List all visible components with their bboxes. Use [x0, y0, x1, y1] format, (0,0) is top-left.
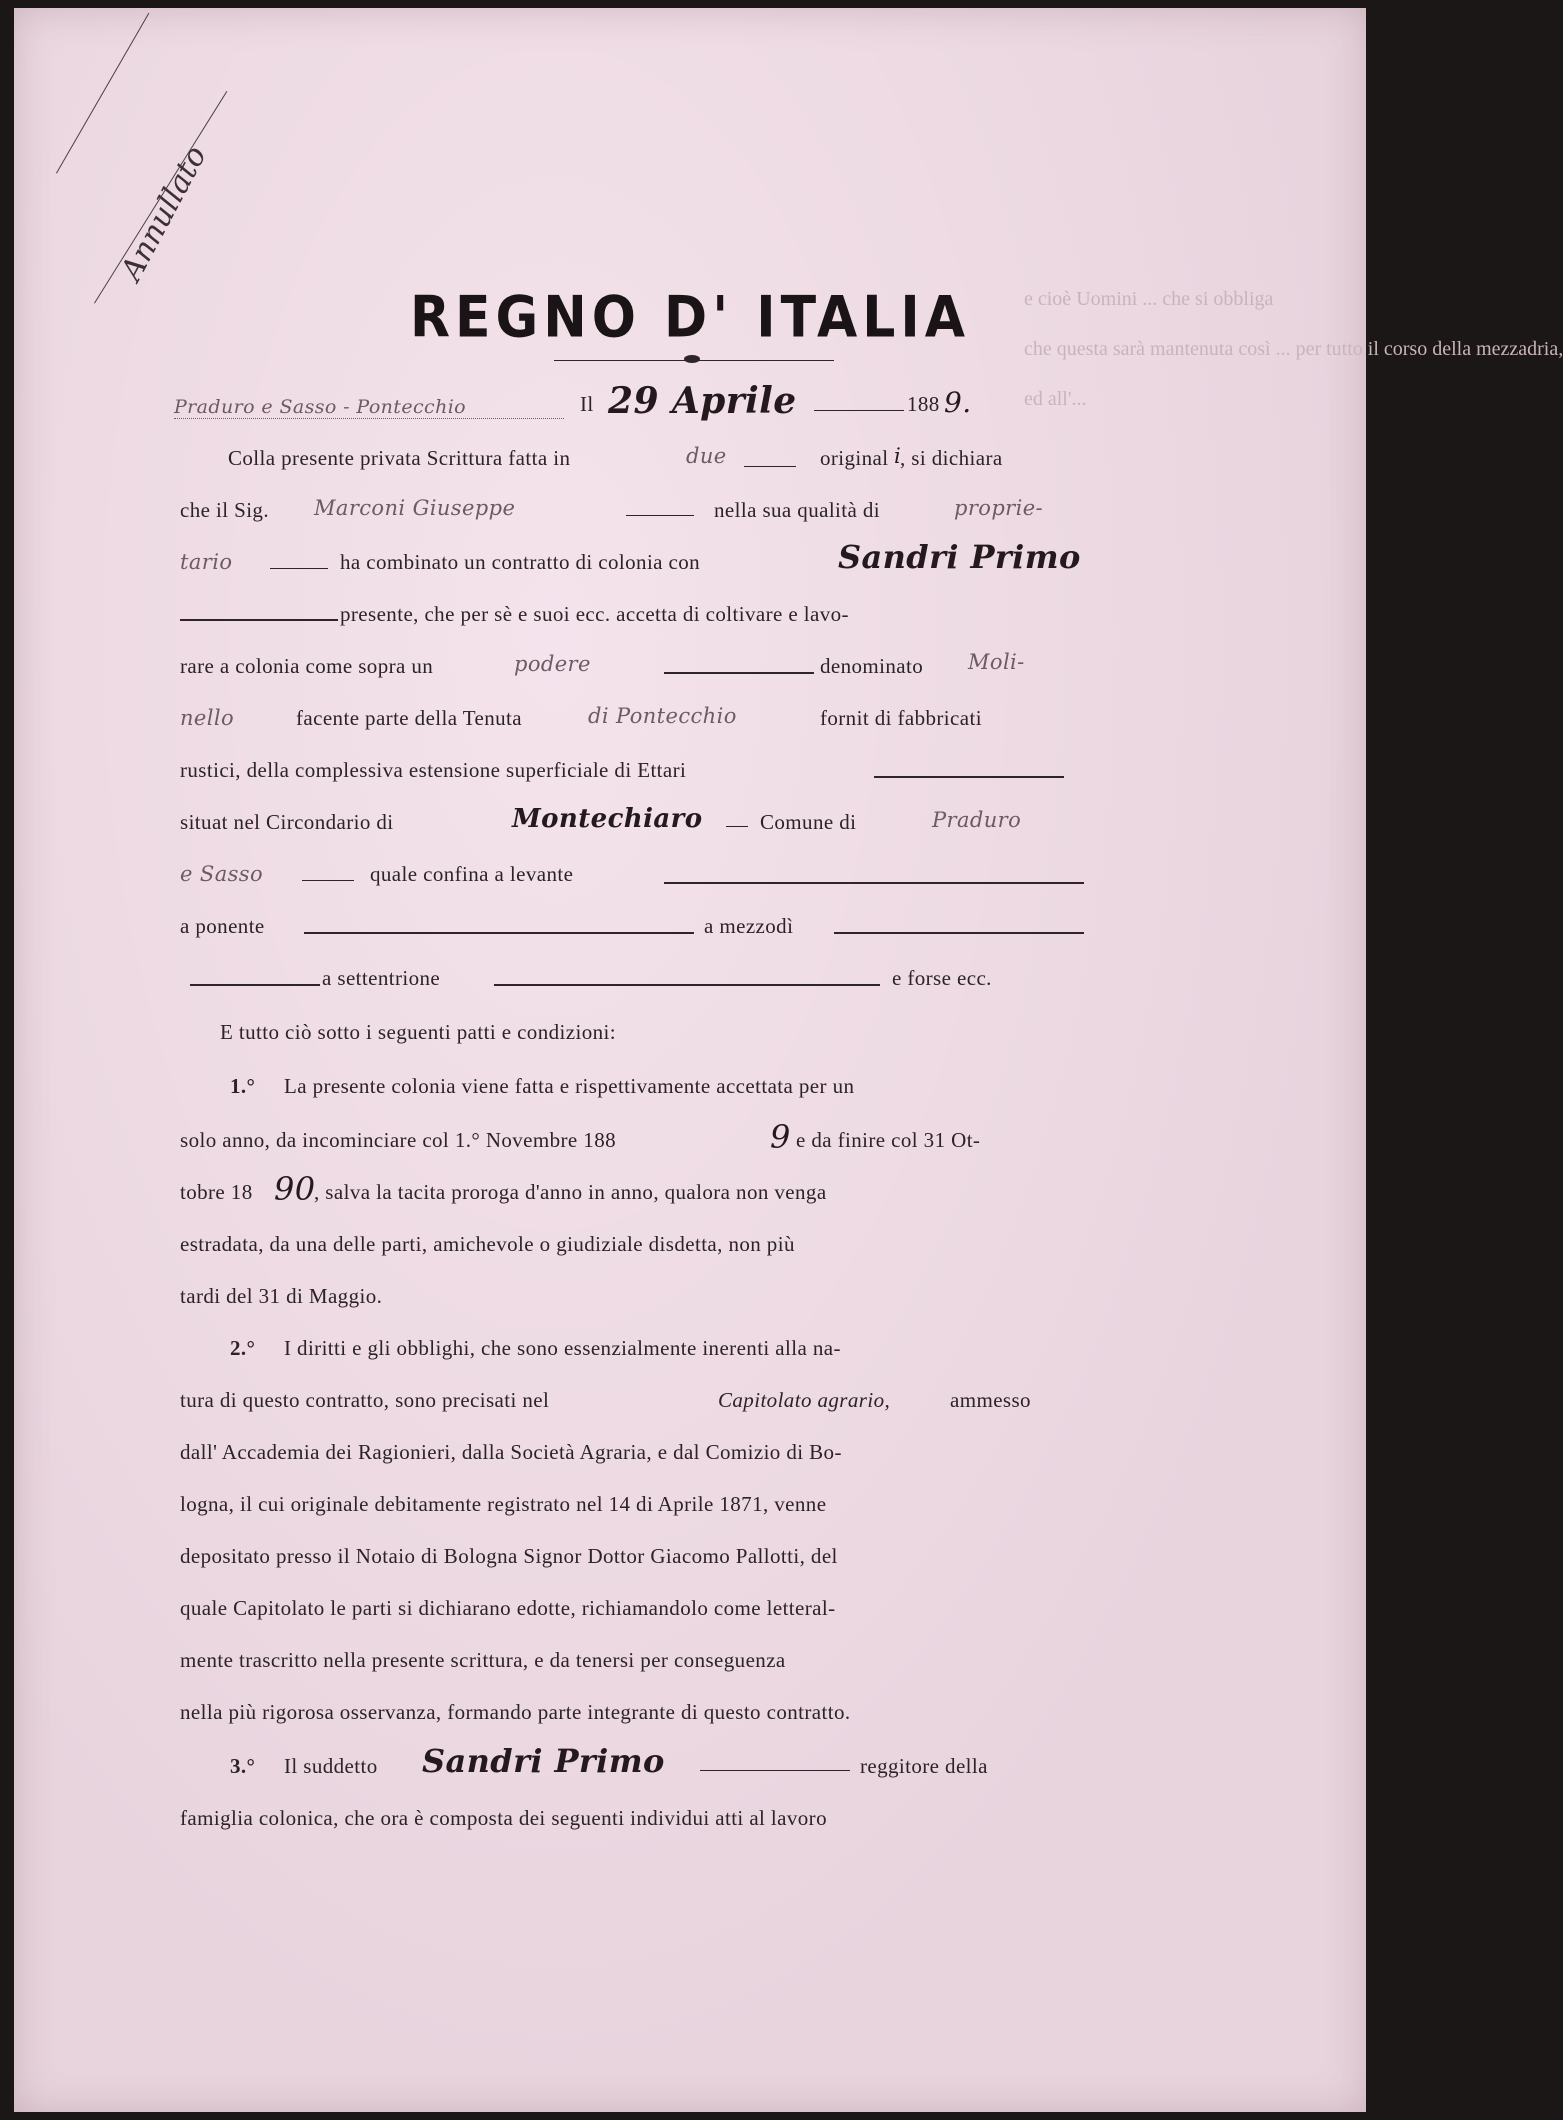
body-text: , si dichiara	[900, 446, 1003, 470]
copies-handwritten: due	[686, 444, 727, 468]
east-boundary-line	[664, 882, 1084, 884]
body-text: quale confina a levante	[370, 862, 574, 886]
fill-line	[626, 515, 694, 516]
body-text: fornit di fabbricati	[820, 706, 982, 730]
body-text: original	[820, 446, 889, 470]
body-text: denominato	[820, 654, 924, 678]
article-text: solo anno, da incominciare col 1.° Novembre 188	[180, 1128, 617, 1152]
article-text: dall' Accademia dei Ragionieri, dalla Società Agraria, e dal Comizio di Bo-	[180, 1440, 842, 1464]
municipality-handwritten-cont: e Sasso	[180, 862, 264, 886]
article-number: 2.°	[230, 1336, 256, 1360]
il-label: Il	[580, 392, 594, 416]
farm-name-handwritten: Moli-	[968, 650, 1025, 674]
year-handwritten: 90	[274, 1170, 316, 1208]
article-text: famiglia colonica, che ora è composta dei seguenti individui atti al lavoro	[180, 1806, 827, 1830]
fill-line	[744, 466, 796, 467]
article-text: tura di questo contratto, sono precisati nel	[180, 1388, 550, 1412]
body-text: a settentrione	[322, 966, 441, 990]
district-handwritten: Montechiaro	[512, 804, 703, 834]
article-text: reggitore della	[860, 1754, 988, 1778]
article-text: nella più rigorosa osservanza, formando parte integrante di questo contratto.	[180, 1700, 851, 1724]
role-handwritten: proprie-	[954, 496, 1044, 520]
article-text: tardi del 31 di Maggio.	[180, 1284, 383, 1308]
article-text: logna, il cui originale debitamente registrato nel 14 di Aprile 1871, venne	[180, 1492, 827, 1516]
article-text: , salva la tacita proroga d'anno in anno, qualora non venga	[314, 1180, 827, 1204]
farm-name-handwritten-cont: nello	[180, 706, 235, 730]
body-text: a mezzodì	[704, 914, 794, 938]
fill-line	[726, 826, 748, 827]
article-text: I diritti e gli obblighi, che sono essenzialmente inerenti alla na-	[284, 1336, 841, 1360]
article-number: 3.°	[230, 1754, 256, 1778]
article-text: ammesso	[950, 1388, 1031, 1412]
fill-line	[302, 880, 354, 881]
body-text: e forse ecc.	[892, 966, 992, 990]
pencil-annotation: Annullato	[114, 140, 214, 287]
article-text: e da finire col 31 Ot-	[796, 1128, 981, 1152]
farm-type-handwritten: podere	[514, 652, 591, 676]
body-text: ha combinato un contratto di colonia con	[340, 550, 701, 574]
body-text: facente parte della Tenuta	[296, 706, 522, 730]
year-handwritten: 9.	[944, 386, 972, 419]
body-text: rustici, della complessiva estensione superficiale di Ettari	[180, 758, 687, 782]
handwritten-suffix: i	[894, 444, 902, 468]
role-handwritten-cont: tario	[180, 550, 233, 574]
south-boundary-line	[834, 932, 1084, 934]
body-text: Colla presente privata Scrittura fatta in	[228, 446, 571, 470]
article-text: mente trascritto nella presente scrittura, e da tenersi per conseguenza	[180, 1648, 786, 1672]
body-text: a ponente	[180, 914, 265, 938]
body-text: nella sua qualità di	[714, 498, 881, 522]
conditions-intro: E tutto ciò sotto i seguenti patti e condizioni:	[220, 1020, 616, 1044]
show-through-text: e cioè Uomini ... che si obbliga	[1024, 288, 1274, 310]
year-handwritten: 9	[770, 1118, 791, 1156]
estate-handwritten: di Pontecchio	[588, 704, 737, 728]
owner-handwritten: Marconi Giuseppe	[314, 496, 516, 520]
article-text: quale Capitolato le parti si dichiarano edotte, richiamandolo come letteral-	[180, 1596, 836, 1620]
article-text: estradata, da una delle parti, amichevole o giudiziale disdetta, non più	[180, 1232, 795, 1256]
show-through-text: che questa sarà mantenuta così ... per tutto il corso della mezzadria,	[1024, 338, 1563, 360]
document-title: REGNO D' ITALIA	[409, 285, 970, 351]
hectares-line	[874, 776, 1064, 778]
fill-line	[700, 1770, 850, 1771]
place-handwritten: Praduro e Sasso - Pontecchio	[174, 396, 467, 418]
municipality-handwritten: Praduro	[932, 808, 1022, 832]
place-line	[174, 418, 564, 419]
pencil-stroke	[94, 91, 227, 304]
show-through-text: ed all'...	[1024, 388, 1087, 410]
article-number: 1.°	[230, 1074, 256, 1098]
article-text: depositato presso il Notaio di Bologna Signor Dottor Giacomo Pallotti, del	[180, 1544, 838, 1568]
fill-line	[270, 568, 328, 569]
body-text: presente, che per sè e suoi ecc. accetta di coltivare e lavo-	[340, 602, 849, 626]
north-boundary-line	[494, 984, 880, 986]
body-text: Comune di	[760, 810, 857, 834]
article-text: Il suddetto	[284, 1754, 378, 1778]
body-text: situat nel Circondario di	[180, 810, 394, 834]
fill-line	[190, 984, 320, 986]
pencil-stroke	[56, 13, 149, 174]
year-prefix: 188	[907, 392, 940, 416]
article-text: La presente colonia viene fatta e rispettivamente accettata per un	[284, 1074, 855, 1098]
title-ornament	[684, 355, 700, 363]
article-text: tobre 18	[180, 1180, 253, 1204]
article-italic-text: Capitolato agrario,	[718, 1388, 891, 1412]
colonist-handwritten: Sandri Primo	[838, 538, 1081, 576]
fill-line	[664, 672, 814, 674]
body-text: rare a colonia come sopra un	[180, 654, 434, 678]
body-text: che il Sig.	[180, 498, 269, 522]
date-line	[814, 410, 904, 411]
document-sheet	[14, 8, 1563, 2112]
fill-line	[180, 619, 338, 621]
colonist-handwritten: Sandri Primo	[422, 1742, 665, 1780]
date-handwritten: 29 Aprile	[608, 380, 797, 422]
west-boundary-line	[304, 932, 694, 934]
